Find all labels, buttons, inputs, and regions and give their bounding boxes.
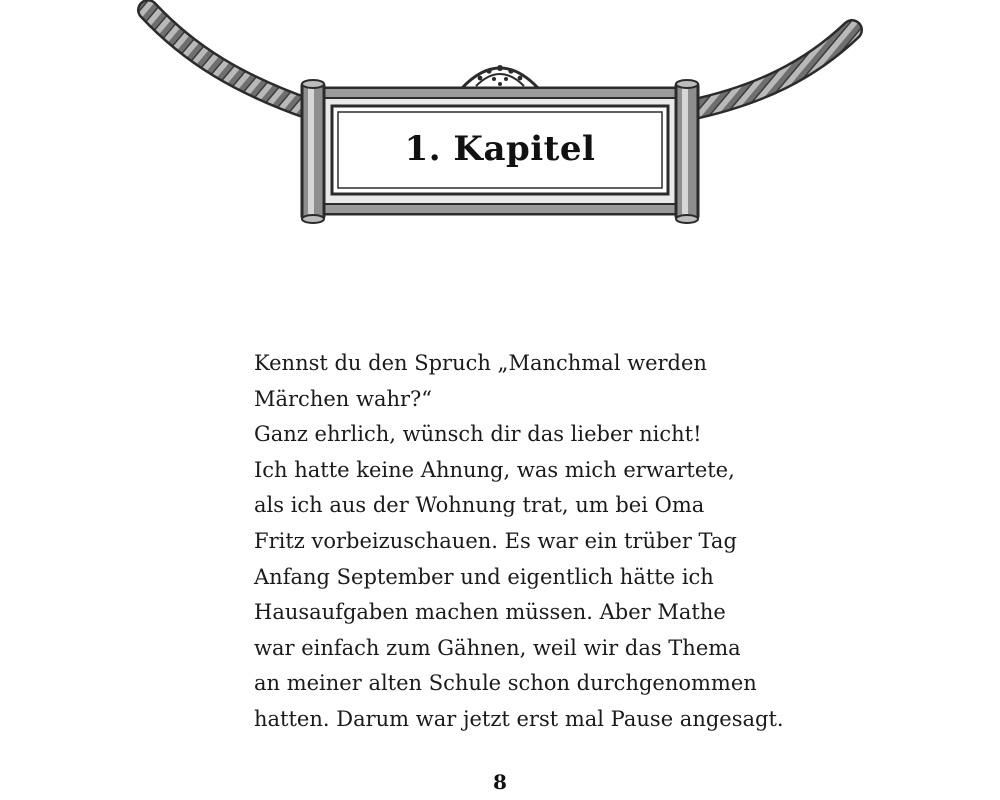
body-line: Märchen wahr?“ xyxy=(254,386,433,411)
chapter-title: 1. Kapitel xyxy=(404,129,596,169)
body-line: hatten. Darum war jetzt erst mal Pause angesagt. xyxy=(254,706,784,731)
body-line: Fritz vorbeizuschauen. Es war ein trüber Tag xyxy=(254,528,737,553)
right-rope xyxy=(690,30,852,110)
body-line: war einfach zum Gähnen, weil wir das Thema xyxy=(254,635,741,660)
left-rope xyxy=(148,10,312,110)
left-post xyxy=(302,80,324,223)
page-number: 8 xyxy=(493,770,507,794)
body-line: an meiner alten Schule schon durchgenommen xyxy=(254,671,757,696)
body-line: Anfang September und eigentlich hätte ich xyxy=(254,564,714,589)
right-post xyxy=(676,80,698,223)
body-line: Ganz ehrlich, wünsch dir das lieber nicht! xyxy=(254,422,702,447)
body-line: Ich hatte keine Ahnung, was mich erwartete, xyxy=(254,457,735,482)
body-text xyxy=(254,346,784,738)
body-line: Hausaufgaben machen müssen. Aber Mathe xyxy=(254,600,726,625)
sign-ornament xyxy=(462,65,538,88)
body-line: Kennst du den Spruch „Manchmal werden xyxy=(254,351,707,375)
body-line: als ich aus der Wohnung trat, um bei Oma xyxy=(254,493,705,518)
